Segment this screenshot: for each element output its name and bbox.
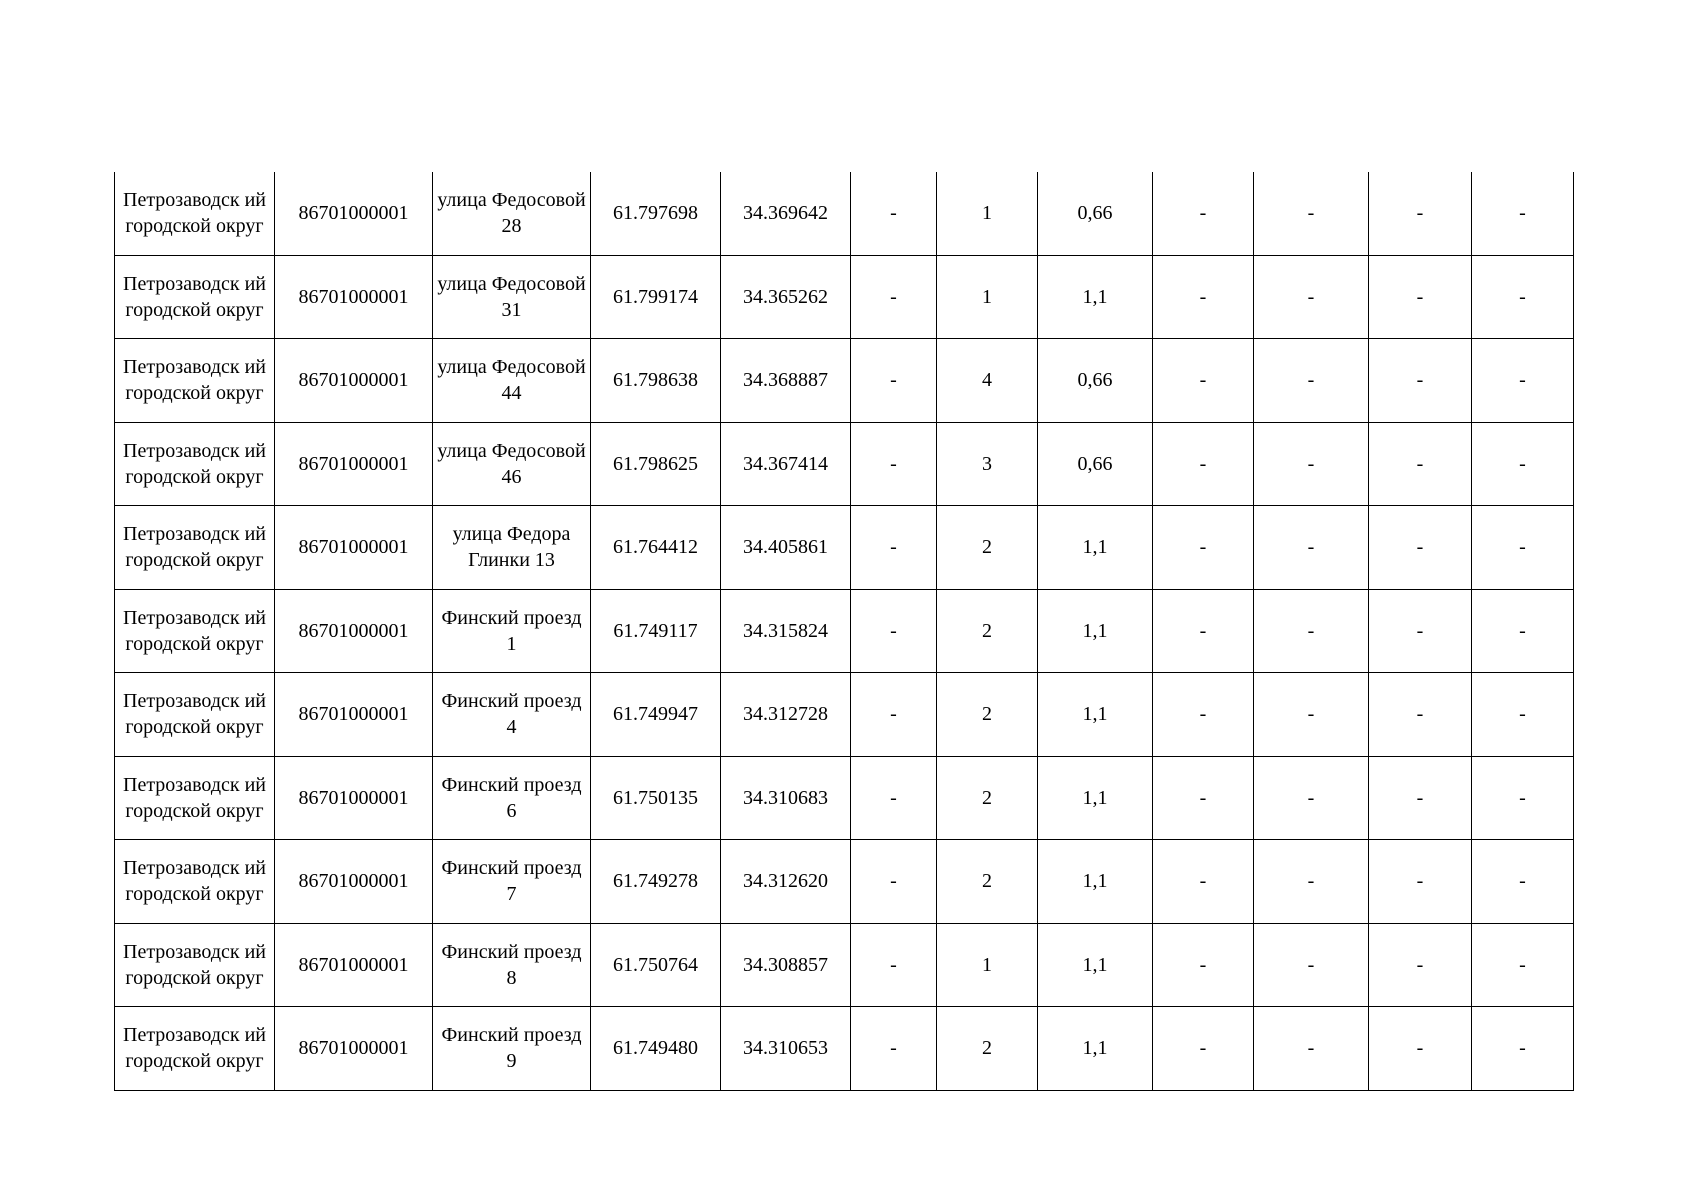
column-10-cell: - bbox=[1254, 255, 1369, 339]
oktmo-cell: 86701000001 bbox=[275, 506, 433, 590]
column-10-cell: - bbox=[1254, 756, 1369, 840]
table-row bbox=[115, 255, 1574, 339]
table-body bbox=[115, 172, 1574, 1090]
column-10-cell: - bbox=[1254, 1007, 1369, 1091]
latitude-cell: 61.750135 bbox=[591, 756, 721, 840]
longitude-cell: 34.312728 bbox=[721, 673, 851, 757]
column-11-cell: - bbox=[1369, 756, 1472, 840]
municipality-cell: Петрозаводск ий городской округ bbox=[115, 756, 275, 840]
address-cell: Финский проезд 6 bbox=[433, 756, 591, 840]
column-6-cell: - bbox=[851, 255, 937, 339]
latitude-cell: 61.749947 bbox=[591, 673, 721, 757]
latitude-cell: 61.764412 bbox=[591, 506, 721, 590]
address-cell: Финский проезд 1 bbox=[433, 589, 591, 673]
longitude-cell: 34.368887 bbox=[721, 339, 851, 423]
column-11-cell: - bbox=[1369, 589, 1472, 673]
column-6-cell: - bbox=[851, 840, 937, 924]
column-10-cell: - bbox=[1254, 506, 1369, 590]
container-count-cell: 1 bbox=[937, 923, 1038, 1007]
address-cell: Финский проезд 4 bbox=[433, 673, 591, 757]
column-9-cell: - bbox=[1153, 840, 1254, 924]
oktmo-cell: 86701000001 bbox=[275, 840, 433, 924]
address-cell: улица Федосовой 28 bbox=[433, 172, 591, 255]
municipality-cell: Петрозаводск ий городской округ bbox=[115, 1007, 275, 1091]
column-6-cell: - bbox=[851, 422, 937, 506]
container-volume-cell: 1,1 bbox=[1038, 756, 1153, 840]
longitude-cell: 34.308857 bbox=[721, 923, 851, 1007]
municipality-cell: Петрозаводск ий городской округ bbox=[115, 339, 275, 423]
municipality-cell: Петрозаводск ий городской округ bbox=[115, 506, 275, 590]
column-9-cell: - bbox=[1153, 756, 1254, 840]
longitude-cell: 34.365262 bbox=[721, 255, 851, 339]
table-row bbox=[115, 506, 1574, 590]
column-11-cell: - bbox=[1369, 172, 1472, 255]
latitude-cell: 61.798625 bbox=[591, 422, 721, 506]
container-volume-cell: 1,1 bbox=[1038, 255, 1153, 339]
oktmo-cell: 86701000001 bbox=[275, 422, 433, 506]
longitude-cell: 34.310683 bbox=[721, 756, 851, 840]
oktmo-cell: 86701000001 bbox=[275, 589, 433, 673]
table-row bbox=[115, 840, 1574, 924]
oktmo-cell: 86701000001 bbox=[275, 172, 433, 255]
table-row bbox=[115, 589, 1574, 673]
column-12-cell: - bbox=[1472, 1007, 1574, 1091]
latitude-cell: 61.750764 bbox=[591, 923, 721, 1007]
column-10-cell: - bbox=[1254, 840, 1369, 924]
address-cell: Финский проезд 7 bbox=[433, 840, 591, 924]
column-9-cell: - bbox=[1153, 673, 1254, 757]
column-9-cell: - bbox=[1153, 172, 1254, 255]
longitude-cell: 34.369642 bbox=[721, 172, 851, 255]
column-10-cell: - bbox=[1254, 339, 1369, 423]
table-row bbox=[115, 422, 1574, 506]
column-6-cell: - bbox=[851, 923, 937, 1007]
column-12-cell: - bbox=[1472, 756, 1574, 840]
municipality-cell: Петрозаводск ий городской округ bbox=[115, 923, 275, 1007]
column-12-cell: - bbox=[1472, 840, 1574, 924]
column-12-cell: - bbox=[1472, 506, 1574, 590]
latitude-cell: 61.797698 bbox=[591, 172, 721, 255]
container-sites-table bbox=[114, 172, 1574, 1091]
oktmo-cell: 86701000001 bbox=[275, 673, 433, 757]
column-11-cell: - bbox=[1369, 422, 1472, 506]
oktmo-cell: 86701000001 bbox=[275, 255, 433, 339]
longitude-cell: 34.405861 bbox=[721, 506, 851, 590]
column-10-cell: - bbox=[1254, 589, 1369, 673]
column-6-cell: - bbox=[851, 673, 937, 757]
column-10-cell: - bbox=[1254, 923, 1369, 1007]
container-volume-cell: 0,66 bbox=[1038, 172, 1153, 255]
container-count-cell: 3 bbox=[937, 422, 1038, 506]
address-cell: улица Федосовой 46 bbox=[433, 422, 591, 506]
municipality-cell: Петрозаводск ий городской округ bbox=[115, 589, 275, 673]
municipality-cell: Петрозаводск ий городской округ bbox=[115, 255, 275, 339]
longitude-cell: 34.367414 bbox=[721, 422, 851, 506]
column-10-cell: - bbox=[1254, 422, 1369, 506]
container-volume-cell: 1,1 bbox=[1038, 1007, 1153, 1091]
table-row bbox=[115, 923, 1574, 1007]
column-6-cell: - bbox=[851, 1007, 937, 1091]
column-11-cell: - bbox=[1369, 255, 1472, 339]
oktmo-cell: 86701000001 bbox=[275, 923, 433, 1007]
column-11-cell: - bbox=[1369, 1007, 1472, 1091]
latitude-cell: 61.749480 bbox=[591, 1007, 721, 1091]
container-volume-cell: 1,1 bbox=[1038, 923, 1153, 1007]
latitude-cell: 61.799174 bbox=[591, 255, 721, 339]
longitude-cell: 34.312620 bbox=[721, 840, 851, 924]
municipality-cell: Петрозаводск ий городской округ bbox=[115, 422, 275, 506]
column-6-cell: - bbox=[851, 339, 937, 423]
container-count-cell: 2 bbox=[937, 506, 1038, 590]
table-row bbox=[115, 172, 1574, 255]
table-row bbox=[115, 1007, 1574, 1091]
oktmo-cell: 86701000001 bbox=[275, 1007, 433, 1091]
table-row bbox=[115, 756, 1574, 840]
container-count-cell: 1 bbox=[937, 255, 1038, 339]
latitude-cell: 61.749117 bbox=[591, 589, 721, 673]
longitude-cell: 34.315824 bbox=[721, 589, 851, 673]
column-12-cell: - bbox=[1472, 673, 1574, 757]
container-volume-cell: 1,1 bbox=[1038, 840, 1153, 924]
address-cell: Финский проезд 9 bbox=[433, 1007, 591, 1091]
column-9-cell: - bbox=[1153, 506, 1254, 590]
oktmo-cell: 86701000001 bbox=[275, 756, 433, 840]
column-9-cell: - bbox=[1153, 255, 1254, 339]
column-10-cell: - bbox=[1254, 172, 1369, 255]
column-12-cell: - bbox=[1472, 589, 1574, 673]
container-count-cell: 2 bbox=[937, 840, 1038, 924]
column-11-cell: - bbox=[1369, 339, 1472, 423]
table-row bbox=[115, 673, 1574, 757]
latitude-cell: 61.798638 bbox=[591, 339, 721, 423]
container-count-cell: 2 bbox=[937, 589, 1038, 673]
container-volume-cell: 0,66 bbox=[1038, 339, 1153, 423]
container-volume-cell: 1,1 bbox=[1038, 589, 1153, 673]
column-9-cell: - bbox=[1153, 339, 1254, 423]
address-cell: Финский проезд 8 bbox=[433, 923, 591, 1007]
container-count-cell: 1 bbox=[937, 172, 1038, 255]
column-9-cell: - bbox=[1153, 422, 1254, 506]
column-12-cell: - bbox=[1472, 172, 1574, 255]
column-9-cell: - bbox=[1153, 1007, 1254, 1091]
container-volume-cell: 1,1 bbox=[1038, 506, 1153, 590]
longitude-cell: 34.310653 bbox=[721, 1007, 851, 1091]
column-12-cell: - bbox=[1472, 422, 1574, 506]
column-6-cell: - bbox=[851, 756, 937, 840]
address-cell: улица Федосовой 44 bbox=[433, 339, 591, 423]
address-cell: улица Федосовой 31 bbox=[433, 255, 591, 339]
container-count-cell: 2 bbox=[937, 756, 1038, 840]
column-11-cell: - bbox=[1369, 673, 1472, 757]
column-9-cell: - bbox=[1153, 923, 1254, 1007]
column-12-cell: - bbox=[1472, 255, 1574, 339]
municipality-cell: Петрозаводск ий городской округ bbox=[115, 172, 275, 255]
container-count-cell: 4 bbox=[937, 339, 1038, 423]
column-12-cell: - bbox=[1472, 339, 1574, 423]
container-volume-cell: 0,66 bbox=[1038, 422, 1153, 506]
container-volume-cell: 1,1 bbox=[1038, 673, 1153, 757]
column-11-cell: - bbox=[1369, 923, 1472, 1007]
column-6-cell: - bbox=[851, 589, 937, 673]
column-6-cell: - bbox=[851, 172, 937, 255]
oktmo-cell: 86701000001 bbox=[275, 339, 433, 423]
latitude-cell: 61.749278 bbox=[591, 840, 721, 924]
column-10-cell: - bbox=[1254, 673, 1369, 757]
column-9-cell: - bbox=[1153, 589, 1254, 673]
address-cell: улица Федора Глинки 13 bbox=[433, 506, 591, 590]
column-6-cell: - bbox=[851, 506, 937, 590]
column-12-cell: - bbox=[1472, 923, 1574, 1007]
column-11-cell: - bbox=[1369, 506, 1472, 590]
municipality-cell: Петрозаводск ий городской округ bbox=[115, 673, 275, 757]
column-11-cell: - bbox=[1369, 840, 1472, 924]
municipality-cell: Петрозаводск ий городской округ bbox=[115, 840, 275, 924]
table-row bbox=[115, 339, 1574, 423]
container-count-cell: 2 bbox=[937, 1007, 1038, 1091]
container-count-cell: 2 bbox=[937, 673, 1038, 757]
